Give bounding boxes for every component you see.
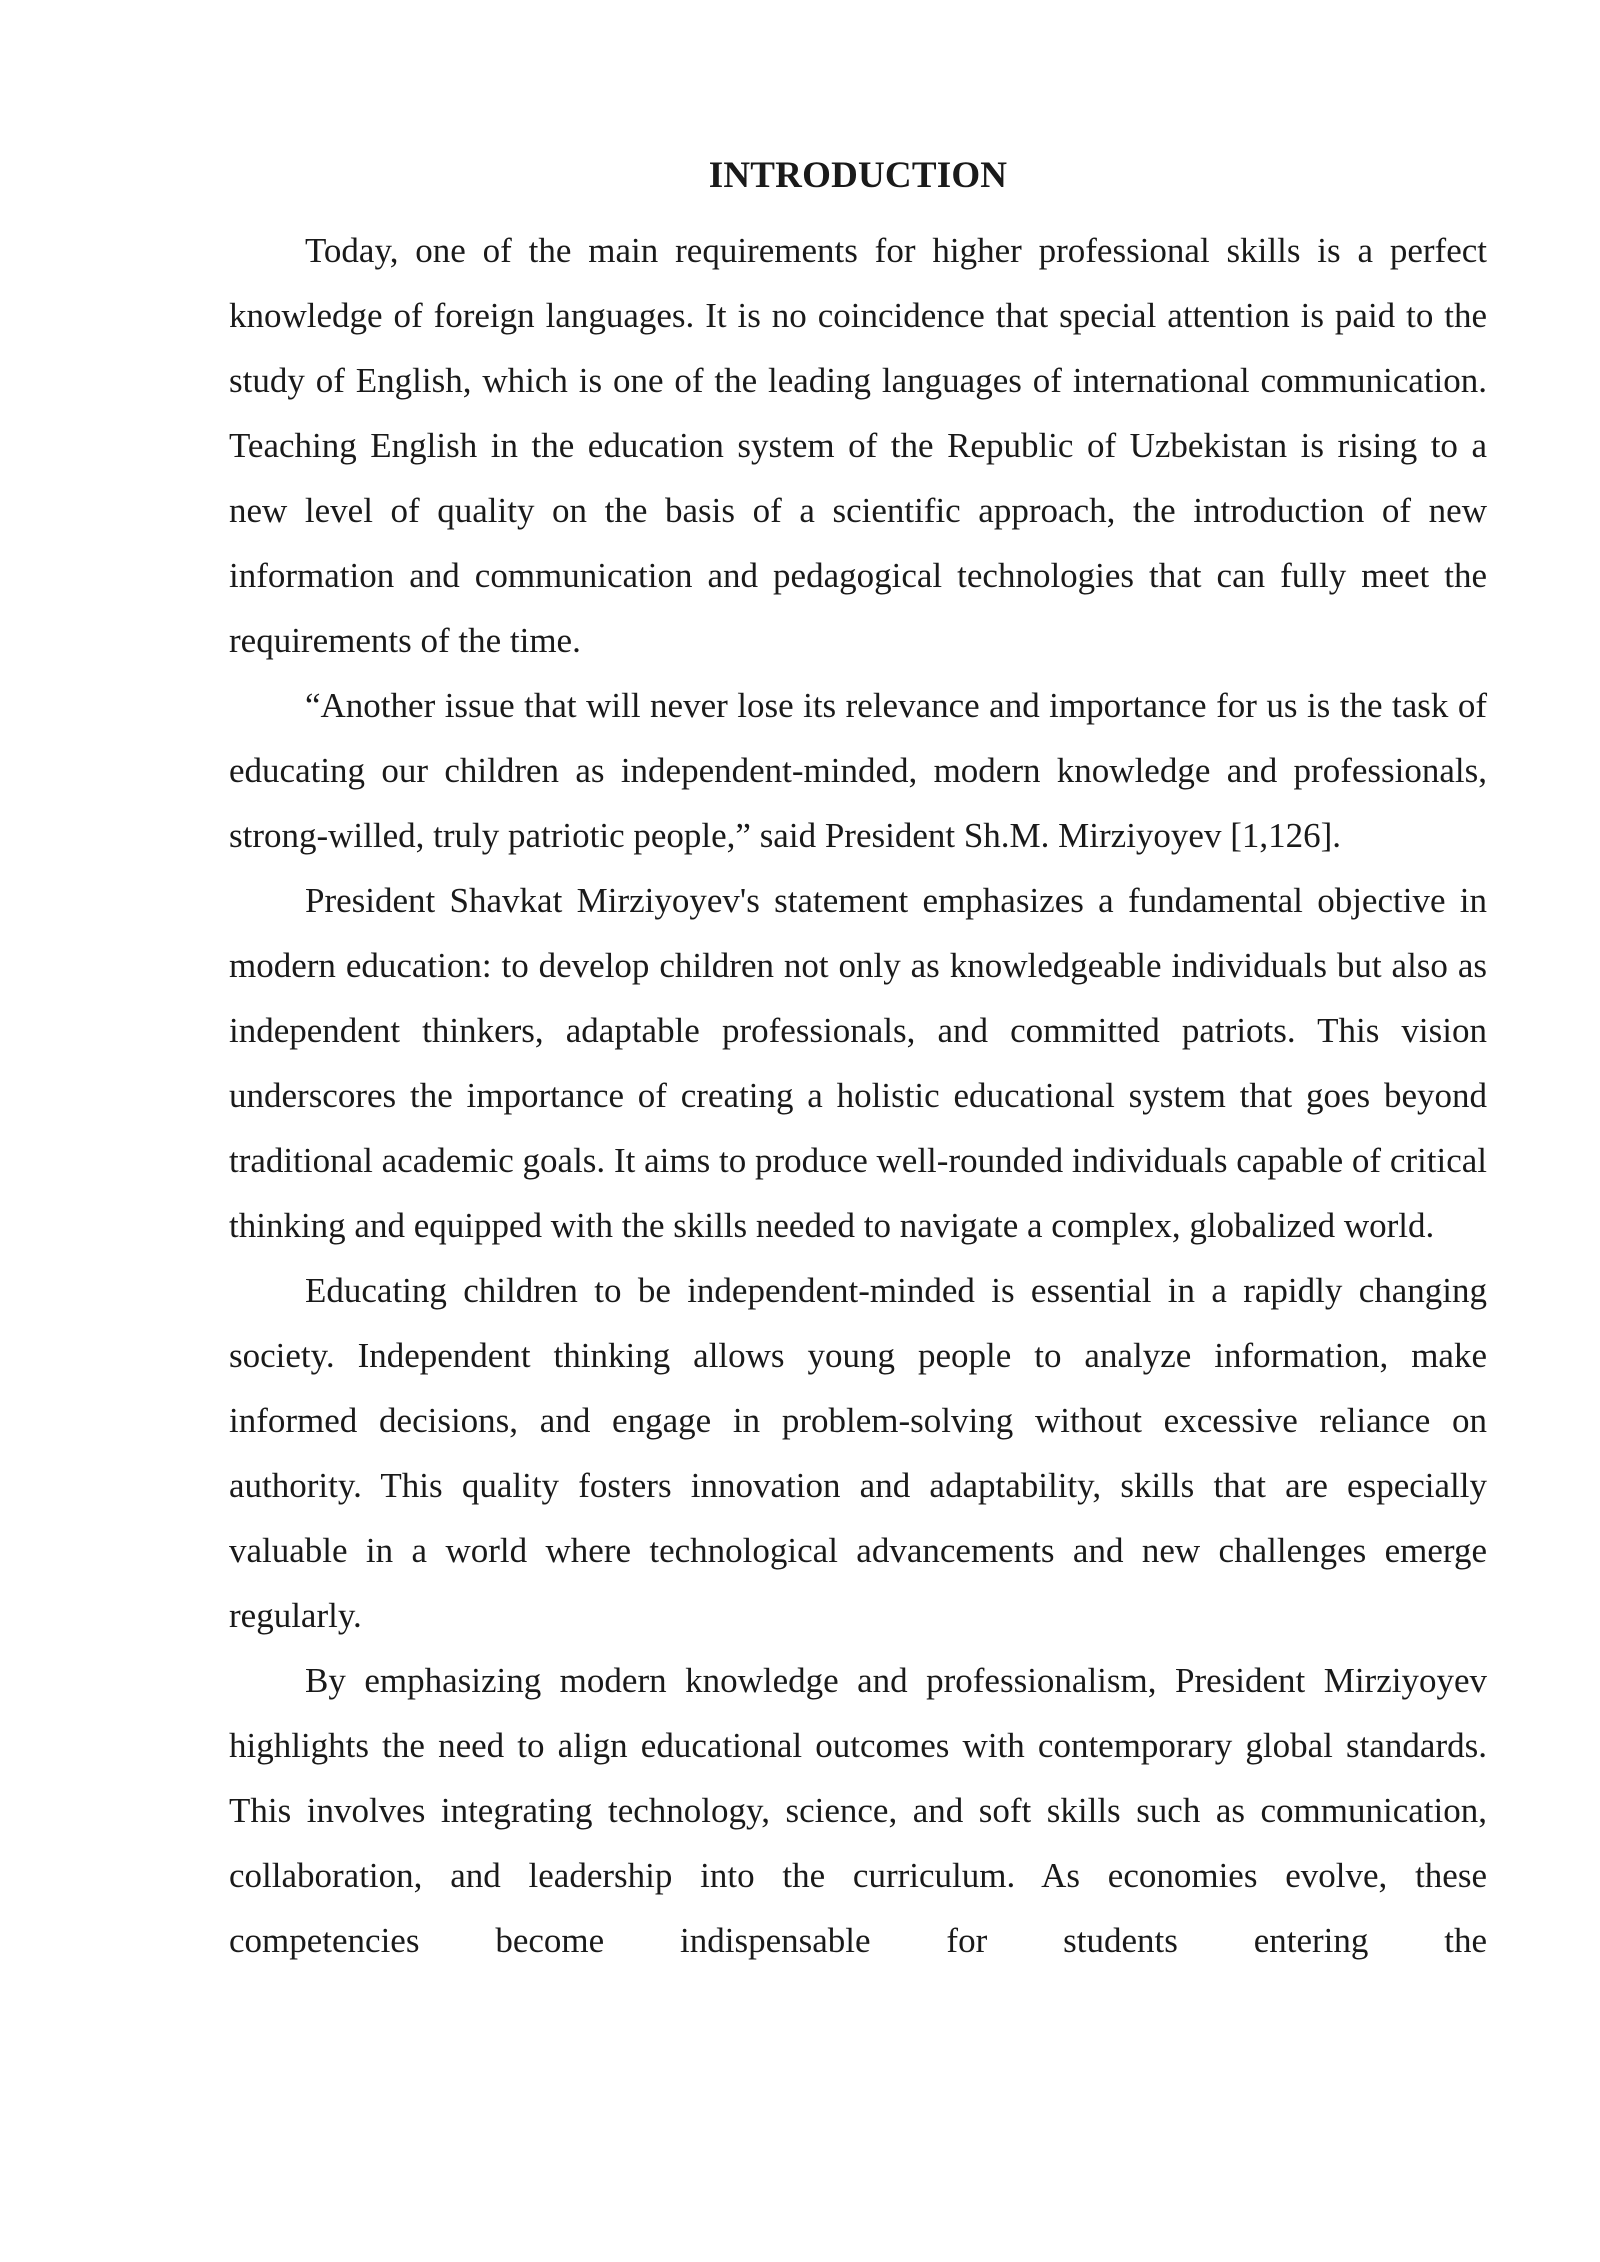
document-body xyxy=(229,148,1487,1973)
paragraph-independent-thinking: Educating children to be independent-minded is essential in a rapidly changing society. Independent thinking allows young people to analyze information, make informed decisions, and engage in problem-solving without excessive reliance on authority. This quality fosters innovation and adaptability, skills that are especially valuable in a world where technological advancements and new challenges emerge regularly. xyxy=(229,1271,1487,1635)
paragraph-intro: Today, one of the main requirements for higher professional skills is a perfect knowledge of foreign languages. It is no coincidence that special attention is paid to the study of English, which is one of the leading languages of international communication. Teaching English in the education system of the Republic of Uzbekistan is rising to a new level of quality on the basis of a scientific approach, the introduction of new information and communication and pedagogical technologies that can fully meet the requirements of the time. xyxy=(229,231,1487,660)
paragraph-modern-knowledge: By emphasizing modern knowledge and professionalism, President Mirziyoyev highlights the need to align educational outcomes with contemporary global standards. This involves integrating technology, science, and soft skills such as communication, collaboration, and leadership into the curriculum. As economies evolve, these competencies become indispensable for students entering the xyxy=(229,1661,1487,1960)
paragraph-statement: President Shavkat Mirziyoyev's statement emphasizes a fundamental objective in modern education: to develop children not only as knowledgeable individuals but also as independent thinkers, adaptable professionals, and committed patriots. This vision underscores the importance of creating a holistic educational system that goes beyond traditional academic goals. It aims to produce well-rounded individuals capable of critical thinking and equipped with the skills needed to navigate a complex, globalized world. xyxy=(229,881,1487,1245)
paragraph-quote: “Another issue that will never lose its relevance and importance for us is the task of educating our children as independent-minded, modern knowledge and professionals, strong-willed, truly patriotic people,” said President Sh.M. Mirziyoyev [1,126]. xyxy=(229,686,1487,855)
page-title: INTRODUCTION xyxy=(708,155,1008,196)
